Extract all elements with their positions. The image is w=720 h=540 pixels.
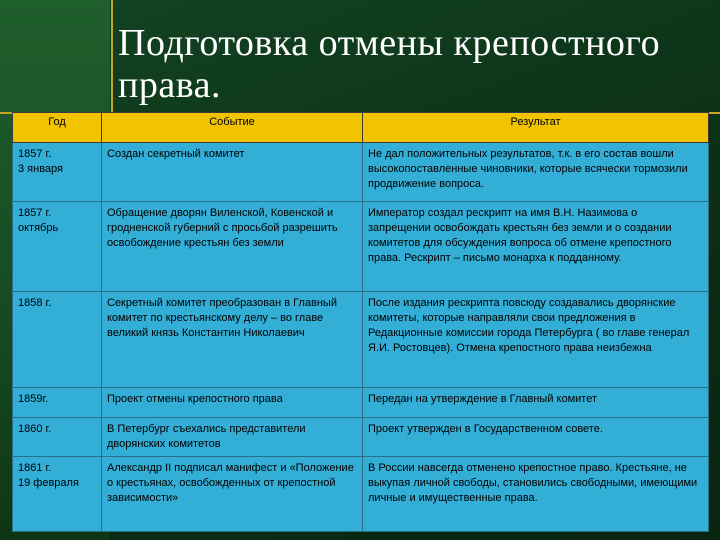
table-row	[13, 143, 709, 202]
table-header-row	[13, 113, 709, 143]
cell-event: Обращение дворян Виленской, Ковенской и гродненской губерний с просьбой разрешить освобождение крестьян без земли	[102, 202, 363, 292]
header-year: Год	[13, 113, 102, 143]
cell-result: Передан на утверждение в Главный комитет	[363, 388, 709, 418]
cell-result: Проект утвержден в Государственном совете.	[363, 418, 709, 457]
cell-year: 1858 г.	[13, 292, 102, 388]
cell-year: 1861 г. 19 февраля	[13, 457, 102, 532]
cell-year: 1857 г. 3 января	[13, 143, 102, 202]
slide-title: Подготовка отмены крепостного права.	[118, 22, 661, 106]
cell-result: Не дал положительных результатов, т.к. в его состав вошли высокопоставленные чиновники, которые всячески тормозили продвижение вопроса.	[363, 143, 709, 202]
cell-event: В Петербург съехались представители дворянских комитетов	[102, 418, 363, 457]
cell-event: Секретный комитет преобразован в Главный комитет по крестьянскому делу – во главе великий князь Константин Николаевич	[102, 292, 363, 388]
reform-timeline-table	[12, 112, 709, 532]
table-row	[13, 292, 709, 388]
cell-year: 1859г.	[13, 388, 102, 418]
cell-result: Император создал рескрипт на имя В.Н. Назимова о запрещении освобождать крестьян без земли и о создании комитетов для обсуждения вопроса об отмене крепостного права. Рескрипт – письмо монарха к подданному.	[363, 202, 709, 292]
cell-event: Создан секретный комитет	[102, 143, 363, 202]
cell-year: 1857 г. октябрь	[13, 202, 102, 292]
table-row	[13, 418, 709, 457]
cell-year: 1860 г.	[13, 418, 102, 457]
table-row	[13, 457, 709, 532]
cell-event: Александр II подписал манифест и «Положение о крестьянах, освобожденных от крепостной зависимости»	[102, 457, 363, 532]
table-row	[13, 388, 709, 418]
cell-result: В России навсегда отменено крепостное право. Крестьяне, не выкупая личной свободы, становились свободными, имеющими личные и имущественные права.	[363, 457, 709, 532]
table-row	[13, 202, 709, 292]
decorative-vertical-line	[111, 0, 113, 112]
header-event: Событие	[102, 113, 363, 143]
cell-event: Проект отмены крепостного права	[102, 388, 363, 418]
header-result: Результат	[363, 113, 709, 143]
cell-result: После издания рескрипта повсюду создавались дворянские комитеты, которые направляли свои предложения в Редакционные комиссии города Петербурга ( во главе генерал Я.И. Ростовцев). Отмена крепостного права неизбежна	[363, 292, 709, 388]
